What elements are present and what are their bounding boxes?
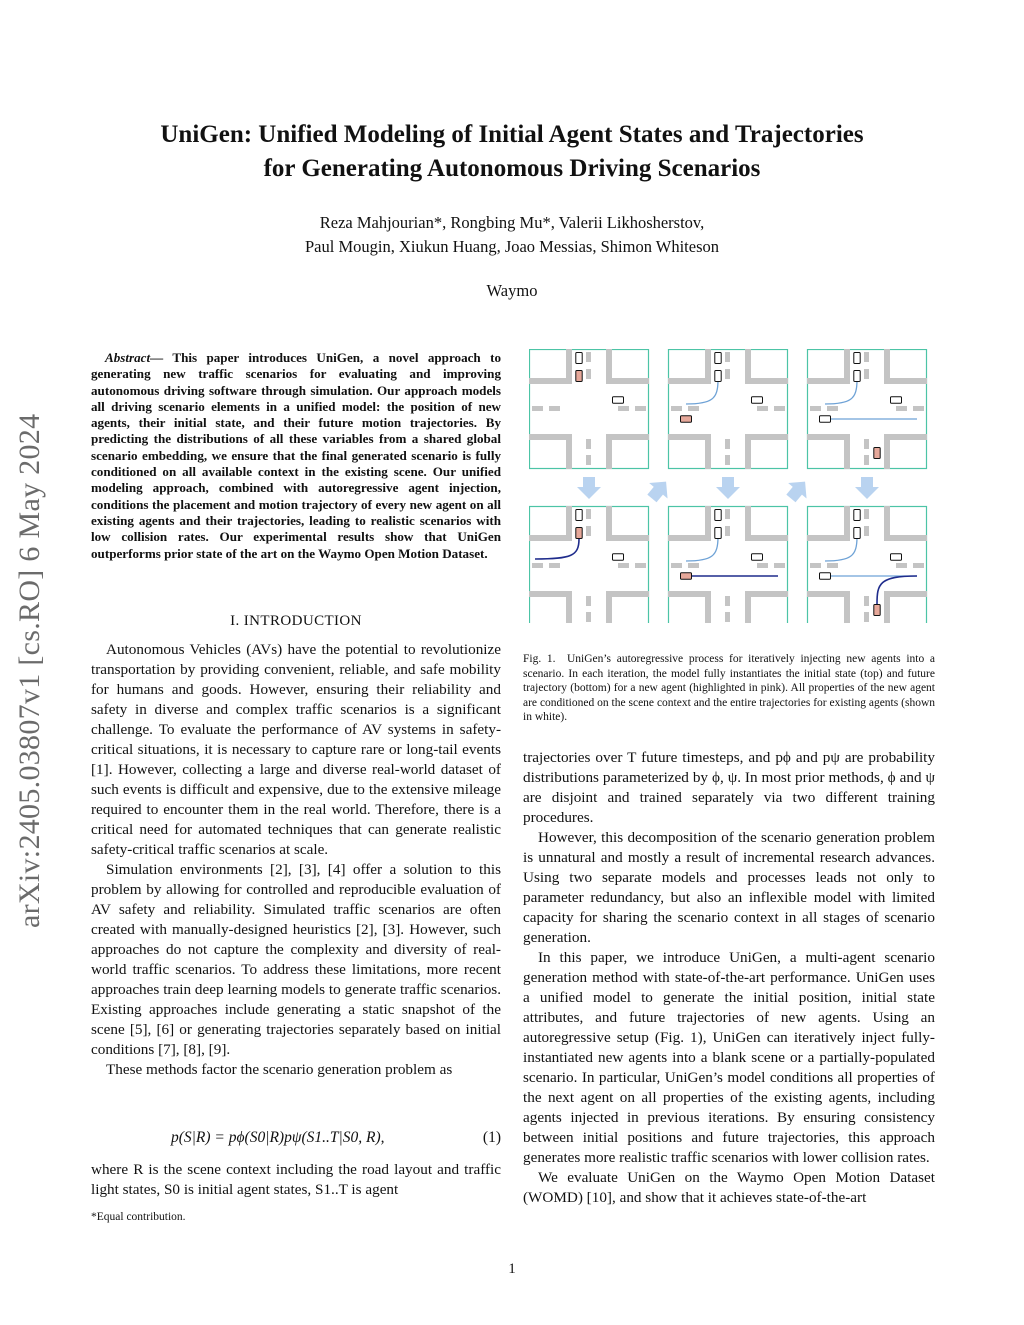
intro-paragraph-4: where R is the scene context including the road layout and traffic light states, S0 is initial agent states, S1..T is agent <box>91 1161 501 1198</box>
author-list <box>0 211 1024 259</box>
equation-expression: p(S|R) = pϕ(S0|R)pψ(S1..T|S0, R), <box>171 1129 385 1146</box>
right-paragraph-4: We evaluate UniGen on the Waymo Open Motion Dataset (WOMD) [10], and show that it achieves state-of-the-art <box>523 1169 935 1206</box>
intro-paragraph-2: Simulation environments [2], [3], [4] offer a solution to this problem by allowing for controlled and reproducible evaluation of AV safety and reliability. Simulated traffic scenarios are often created with manually-designed heuristics [2], [3]. However, such approaches do not capture the complexity and diversity of real-world traffic scenarios. To address these limitations, more recent approaches train deep learning models to generate traffic scenarios. Existing approaches include generating a static snapshot of the scene [5], [6] or generating trajectories separately based on initial conditions [7], [8], [9]. <box>91 861 501 1058</box>
arxiv-identifier: arXiv:2405.03807v1 [cs.RO] 6 May 2024 <box>13 413 46 928</box>
figure-1-caption <box>523 652 935 725</box>
page-number: 1 <box>508 1261 516 1277</box>
equation-number: (1) <box>482 1129 501 1146</box>
abstract <box>91 350 501 562</box>
caption-text: UniGen’s autoregressive process for iteratively injecting new agents into a scenario. In each iteration, the model fully instantiates the initial state (top) and future trajectory (bottom) for a new agent (highlighted in pink). All properties of the new agent are conditioned on the scene context and the entire trajectories for existing agents (shown in white). <box>523 653 936 724</box>
intro-continued <box>91 1160 501 1200</box>
authors-line-2: Paul Mougin, Xiukun Huang, Joao Messias, Shimon Whiteson <box>304 237 720 256</box>
caption-label: Fig. 1. <box>523 653 556 665</box>
intro-paragraph-3: These methods factor the scenario generation problem as <box>106 1061 453 1078</box>
right-paragraph-3: In this paper, we introduce UniGen, a multi-agent scenario generation method with state-of-the-art performance. UniGen uses a unified model to generate the initial position, initial state attributes, and future trajectories of new agents. Using an autoregressive setup (Fig. 1), UniGen can iteratively inject fully-instantiated new agents into a blank scene or a partially-populated scenario. In particular, UniGen’s model conditions all properties of the next agent on all properties of the existing agents, including agents injected in previous iterations. By ensuring consistency between initial positions and future trajectories, this approach generates more realistic traffic scenarios with lower collision rates. <box>523 949 935 1166</box>
introduction-body <box>91 640 501 1080</box>
intro-paragraph-1: Autonomous Vehicles (AVs) have the potential to revolutionize transportation by providing convenient, reliable, and safe mobility for humans and goods. However, ensuring their reliability and safety in diverse and complex traffic scenarios is a significant challenge. To evaluate the performance of AV systems in safety-critical situations, it is necessary to capture rare or long-tail events [1]. However, collecting a large and diverse real-world dataset of such events is difficult and expensive, due to the extensive mileage required to encounter them in the real world. Therefore, there is a critical need for automated techniques that can generate realistic safety-critical traffic scenarios at scale. <box>91 641 501 858</box>
figure-1-diagram <box>529 349 957 623</box>
affiliation: Waymo <box>486 281 538 300</box>
right-column-body <box>523 748 935 1208</box>
right-paragraph-2: However, this decomposition of the scenario generation problem is unnatural and mostly a result of incremental research advances. Using two separate models and processes leads not only to parameter redundancy, but also an inflexible model with limited capacity for sharing the scenario context in all stages of scenario generation. <box>523 829 935 946</box>
title-line-2: for Generating Autonomous Driving Scenarios <box>263 155 761 182</box>
section-heading-introduction: I. INTRODUCTION <box>230 613 362 629</box>
authors-line-1: Reza Mahjourian*, Rongbing Mu*, Valerii Likhosherstov, <box>319 213 705 232</box>
title-line-1: UniGen: Unified Modeling of Initial Agent States and Trajectories <box>160 121 864 148</box>
right-paragraph-1: trajectories over T future timesteps, and pϕ and pψ are probability distributions parameterized by ϕ, ψ. In most prior methods, ϕ and ψ are disjoint and trained separately via two different training procedures. <box>523 749 935 826</box>
abstract-text: This paper introduces UniGen, a novel approach to generating new traffic scenarios for evaluating and improving autonomous driving software through simulation. Our approach models all driving scenario elements in a unified model: the position of new agents, their initial state, and their future motion trajectories. By predicting the distributions of all these variables from a shared global scenario embedding, we ensure that the final generated scenario is fully conditioned on all available context in the existing scene. Our unified modeling approach, combined with autoregressive agent injection, conditions the placement and motion trajectory of every new agent on all existing agents and their trajectories, leading to realistic scenarios with low collision rates. Our experimental results show that UniGen outperforms prior state of the art on the Waymo Open Motion Dataset. <box>91 350 501 561</box>
footnote-equal-contribution: *Equal contribution. <box>91 1211 186 1223</box>
paper-title <box>0 118 1024 186</box>
abstract-label: Abstract— <box>105 350 164 365</box>
